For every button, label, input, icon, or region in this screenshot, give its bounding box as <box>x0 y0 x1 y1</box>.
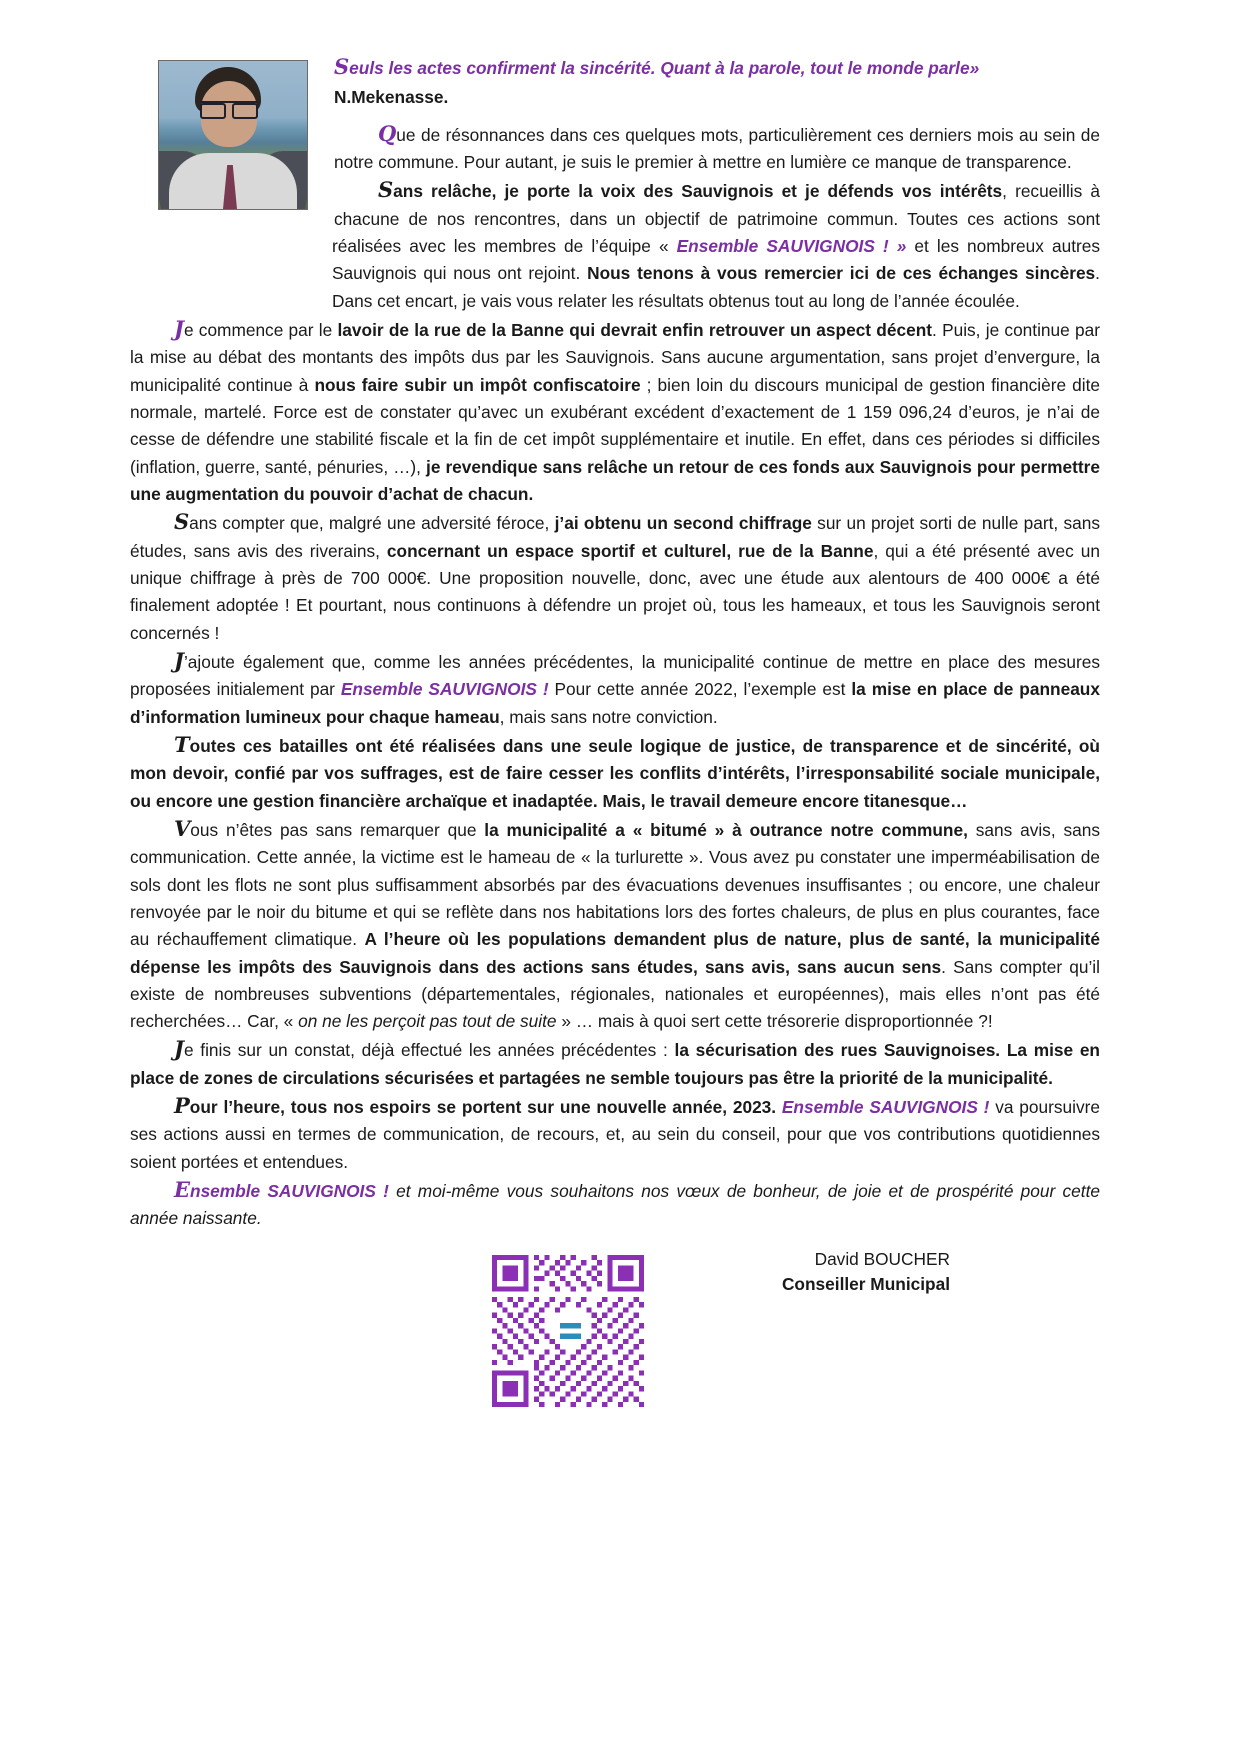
paragraph-9-dropcap: P <box>174 1093 190 1119</box>
paragraph-2-text-b: , recueillis à chacune de nos rencontres, dans un objectif de patrimoine commun. Toutes ces actions sont réalisées avec les membres de l’équipe « <box>332 181 1100 256</box>
paragraph-3-text-c: . Puis, je continue par la mise au débat des montants des impôts dus par les Sauvignois. Sans aucune argumentation, sans projet d’envergure, la municipalité continue à <box>130 319 1100 395</box>
document-body <box>130 55 1100 1297</box>
portrait-glasses <box>200 101 258 116</box>
paragraph-2-text-c: et les nombreux autres Sauvignois qui nous ont rejoint. <box>332 235 1100 284</box>
signature-name: David BOUCHER <box>814 1248 950 1269</box>
org-name-4: nsemble SAUVIGNOIS ! <box>190 1181 389 1202</box>
paragraph-2-dropcap: S <box>378 177 394 203</box>
paragraph-2-bold-d: Nous tenons à vous remercier ici de ces échanges sincères <box>587 263 1096 284</box>
paragraph-7-bold-b: la municipalité a « bitumé » à outrance notre commune, <box>484 819 968 840</box>
paragraph-5-text-b: Pour cette année 2022, l’exemple est <box>548 679 852 700</box>
paragraph-10 <box>130 1178 1100 1233</box>
paragraph-7-bold-d: A l’heure où les populations demandent plus de nature, plus de santé, la municipalité dépense les impôts des Sauvignois dans des actions sans études, sans avis, sans aucun sens <box>130 929 1100 977</box>
paragraph-5-text-d: , mais sans notre conviction. <box>499 706 718 727</box>
paragraph-5 <box>130 649 1100 731</box>
paragraph-9-bold-a: our l’heure, tous nos espoirs se portent sur une nouvelle année, 2023. <box>189 1097 782 1118</box>
quote-dropcap: S <box>334 54 350 79</box>
paragraph-9-text-b: va poursuivre ses actions aussi en termes de communication, de recours, et, au sein du conseil, pour que vos contributions quotidiennes soient portées et entendues. <box>130 1097 1100 1172</box>
paragraph-6 <box>130 733 1100 815</box>
paragraph-3-dropcap: J <box>174 315 184 341</box>
paragraph-4-bold-b: j’ai obtenu un second chiffrage <box>554 513 812 534</box>
paragraph-5-text-a: ’ajoute également que, comme les années précédentes, la municipalité continue de mettre en place des mesures proposées initialement par <box>130 651 1100 700</box>
header-quote <box>332 55 1100 82</box>
paragraph-8 <box>130 1037 1100 1092</box>
qr-code[interactable] <box>492 1255 644 1407</box>
paragraph-8-text-a: e finis sur un constat, déjà effectué les années précédentes : <box>183 1040 675 1061</box>
paragraph-6-text: outes ces batailles ont été réalisées dans une seule logique de justice, de transparence et de sincérité, où mon devoir, confié par vos suffrages, est de faire cesser les conflits d’intérêts, l’irresponsabilité sociale municipale, ou encore une gestion financière archaïque et inadaptée. Mais, le travail demeure encore titanesque… <box>130 735 1100 811</box>
paragraph-5-dropcap: J <box>174 647 184 673</box>
paragraph-7-text-a: ous n’êtes pas sans remarquer que <box>190 819 485 840</box>
paragraph-8-bold-b: la sécurisation des rues Sauvignoises. La mise en place de zones de circulations sécurisées et partagées ne semble toujours pas être la priorité de la municipalité. <box>130 1040 1100 1088</box>
paragraph-1 <box>332 122 1100 177</box>
paragraph-4-text-c: sur un projet sorti de nulle part, sans études, sans avis des riverains, <box>130 513 1101 561</box>
org-name-2: Ensemble SAUVIGNOIS ! <box>340 679 549 700</box>
quote-text: euls les actes confirment la sincérité. Quant à la parole, tout le monde parle» <box>349 58 980 78</box>
paragraph-5-bold-c: la mise en place de panneaux d’information lumineux pour chaque hameau <box>130 679 1100 727</box>
paragraph-7-text-e: . Sans compter qu’il existe de nombreuses subventions (départementales, régionales, nationales et européennes), mais elles n’ont pas été recherchées… Car, « <box>130 956 1100 1032</box>
paragraph-3-bold-b: lavoir de la rue de la Banne qui devrait enfin retrouver un aspect décent <box>337 319 933 340</box>
paragraph-3-text-a: e commence par le <box>183 319 338 340</box>
author-portrait-photo <box>158 60 308 210</box>
paragraph-4 <box>130 510 1100 647</box>
org-name-3: Ensemble SAUVIGNOIS ! <box>781 1097 990 1118</box>
paragraph-3-bold-f: je revendique sans relâche un retour de ces fonds aux Sauvignois pour permettre une augmentation du pouvoir d’achat de chacun. <box>130 456 1100 504</box>
paragraph-3-bold-d: nous faire subir un impôt confiscatoire <box>314 374 641 395</box>
signature-role: Conseiller Municipal <box>781 1273 950 1294</box>
quote-attribution: N.Mekenasse. <box>334 87 449 108</box>
paragraph-4-dropcap: S <box>174 509 190 535</box>
paragraph-7-text-f: » … mais à quoi sert cette trésorerie disproportionnée ?! <box>556 1011 993 1032</box>
paragraph-6-dropcap: T <box>174 731 190 757</box>
paragraph-4-text-e: , qui a été présenté avec un unique chiffrage à près de 700 000€. Une proposition nouvelle, donc, avec une étude aux alentours de 400 000€ a été finalement adoptée ! Et pourtant, nous continuons à défendre un projet où, tous les hameaux, et tous les Sauvignois seront concernés ! <box>130 540 1100 643</box>
paragraph-2-lead <box>332 178 1100 315</box>
paragraph-4-text-a: ans compter que, malgré une adversité féroce, <box>189 513 555 534</box>
paragraph-4-bold-d: concernant un espace sportif et culturel, rue de la Banne <box>386 540 874 561</box>
paragraph-10-text: et moi-même vous souhaitons nos vœux de bonheur, de joie et de prospérité pour cette année naissante. <box>130 1181 1100 1229</box>
paragraph-3 <box>130 317 1100 508</box>
paragraph-2-bold-lead: ans relâche, je porte la voix des Sauvignois et je défends vos intérêts <box>393 181 1003 202</box>
paragraph-7-italic: on ne les perçoit pas tout de suite <box>298 1011 557 1032</box>
paragraph-9 <box>130 1094 1100 1176</box>
paragraph-7 <box>130 817 1100 1036</box>
paragraph-3-text-e: ; bien loin du discours municipal de gestion financière dite normale, martelé. Force est de constater qu’avec un exubérant excédent d’exactement de 1 159 096,24 d’euros, je n’ai de cesse de défendre une stabilité fiscale et la fin de cet impôt supplémentaire et inutile. En effet, dans ces périodes si difficiles (inflation, guerre, santé, pénuries, …), <box>130 374 1101 477</box>
paragraph-10-dropcap: E <box>174 1177 191 1203</box>
paragraph-7-text-c: sans avis, sans communication. Cette année, la victime est le hameau de « la turlurette ». Vous avez pu constater une imperméabilisation de sols dont les flots ne sont plus suffisamment absorbés par des évacuations devenues insuffisantes ; ou encore, une chaleur renvoyée par le noir du bitume et qui se reflète dans nos habitations lors des fortes chaleurs, de plus en plus courantes, face au réchauffement climatique. <box>130 819 1100 950</box>
paragraph-7-dropcap: V <box>174 815 191 841</box>
paragraph-8-dropcap: J <box>174 1036 184 1062</box>
paragraph-1-text: ue de résonnances dans ces quelques mots, particulièrement ces derniers mois au sein de notre commune. Pour autant, je suis le premier à mettre en lumière ce manque de transparence. <box>334 124 1100 172</box>
org-name-1: Ensemble SAUVIGNOIS ! » <box>676 235 907 256</box>
paragraph-1-dropcap: Q <box>378 120 397 146</box>
paragraph-2-text-e: . Dans cet encart, je vais vous relater les résultats obtenus tout au long de l’année écoulée. <box>332 263 1100 311</box>
